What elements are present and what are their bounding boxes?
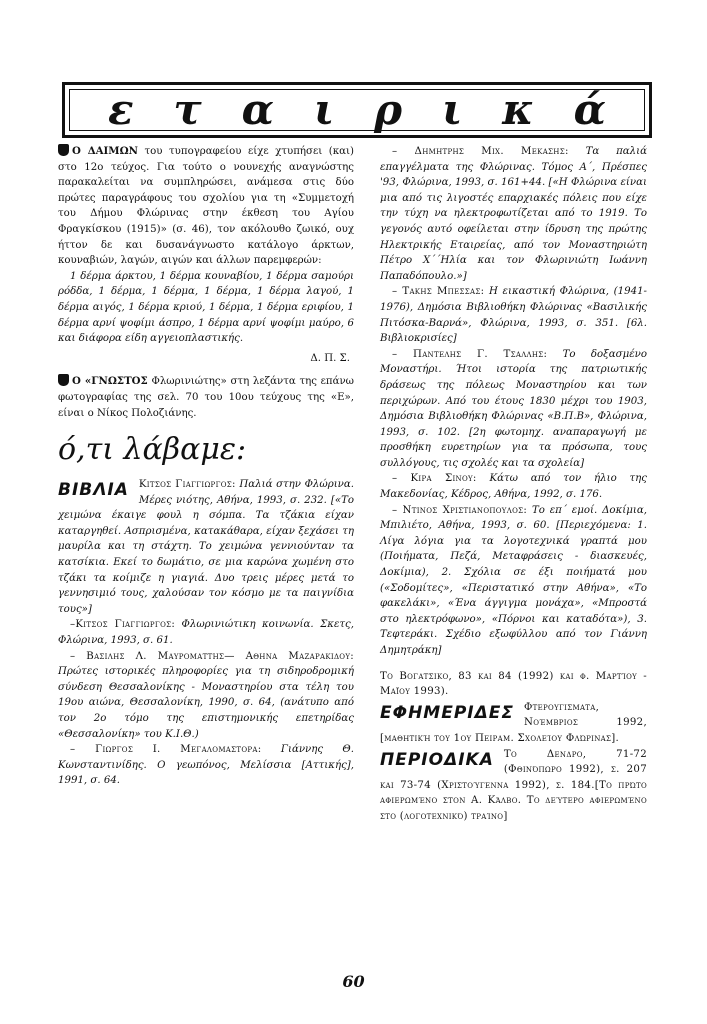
banner-letter: ι: [313, 85, 335, 134]
bullet-mark-icon: [58, 144, 69, 156]
known-text: Φλωρινιώτης» στη λεζάντα της επάνω φωτογραφίας της σελ. 70 του 10ου τεύχους της «Ε», είναι ο Νίκος Πολοζιάνης.: [58, 376, 354, 419]
book-text: Το επ΄ εμοί. Δοκίμια, Μπιλιέτο, Αθήνα, 1993, σ. 60. [Περιεχόμενα: 1. Λίγα λόγια για τα λογοτεχνικά γραπτά μου (Ποιήματα, Πεζά, Μεταφράσεις - διασκευές, Δοκίμια), 2. Σχόλια σε έξι ποιήματά μου («Σοδομίτες», «Περιστατικό στην Αθήνα», «Το φακελάκι», «Ένα άγγιγμα μονάχα», «Μπροστά στο ηλεκτρόφωνο», «Πόρνοι και καταδότα»), 3. Τεφτεράκι. Σχέδιο εξωφύλλου από τον Γιάννη Δημητράκη]: [380, 504, 647, 656]
book-entry: [380, 347, 647, 472]
banner-letter: α: [241, 85, 274, 134]
book-entry: [58, 742, 354, 789]
received-heading: ό,τι λάβαμε:: [58, 432, 247, 468]
banner-letter: ε: [107, 85, 134, 134]
book-text: Πρώτες ιστορικές πληροφορίες για τη σιδηροδρομική σύνδεση Θεσσαλονίκης - Μοναστηρίου στα τέλη του 19ου αιώνα, Θεσσαλονίκη, 1990, σ. 64, (ανάτυπο από τον 2ο τόμο της επιστημονικής επετηρίδας «Θεσσαλονίκη» του Κ.Ι.Θ.): [58, 666, 354, 740]
newspapers-section-label: ΕΦΗΜΕΡΙΔΕΣ: [380, 702, 514, 723]
banner-inner-frame: [69, 85, 645, 134]
book-author: – Ντινος Χριστιανοπουλος:: [392, 504, 528, 516]
erratum-text: του τυπογραφείου είχε χτυπήσει (και) στο 12ο τεύχος. Για τούτο ο νουνεχής αναγνώστης παρακαλείται να συμπληρώσει, ανάμεσα στις δύο πρώτες παραγράφους του σχολίου για τη «Συμμετοχή του Δήμου Φλώρινας στην έκθεση του Αγίου Φραγκίσκου (1915)» (σ. 46), τον ακόλουθο ζωικό, ουχ ήττον δε και δυσανάγνωστο κατάλογο άρκτων, κουναβιών, λαγών, αιγών και άλλων παρεμφερών:: [58, 146, 354, 267]
section-banner: [62, 82, 652, 138]
page-number: 60: [342, 972, 365, 991]
book-entry: [58, 617, 354, 648]
hide-list-paragraph: 1 δέρμα άρκτου, 1 δέρμα κουναβίου, 1 δέρμα σαμούρι ρόδδα, 1 δέρμα, 1 δέρμα, 1 δέρμα, 1 δέρμα λαγού, 1 δέρμα αιγός, 1 δέρμα κριού, 1 δέρμα, 1 δέρμα εριφίου, 1 δέρμα αρνί ψοφίμι άσπρο, 1 δέρμα αρνί ψοφίμι μαύρο, 6 και διάφορα είδη αγγειοπλαστικής.: [58, 270, 354, 345]
known-lead: Ο «ΓΝΩΣΤΟΣ: [72, 375, 148, 388]
book-author: – Βασιλης Λ. Μαυροματτης— Αθηνα Μαζαρακιδου:: [70, 650, 354, 662]
newspaper-entry: Το Βογατσικο, 83 και 84 (1992) και φ. Μαρτίου - Μαΐου 1993).: [380, 670, 647, 698]
book-entry: [380, 284, 647, 346]
book-text: Κάτω από τον ήλιο της Μακεδονίας, Κέδρος, Αθήνα, 1992, σ. 176.: [380, 473, 647, 501]
book-text: Το δοξασμένο Μοναστήρι. Ήτοι ιστορία της πατριωτικής δράσεως της πόλεως Μοναστηρίου και των περιχώρων. Από του έτους 1830 μέχρι του 1903, Δημόσια Βιβλιοθήκη Φλώρινας «Β.Π.Β», Φλώρινα, 1993, σ. 102. [2η φωτομηχ. αναπαραγωγή με προσθήκη ευρετηρίων για τα πρόσωπα, τους συλλόγους, τις σχολές και τα σχολεία]: [380, 348, 647, 469]
book-entry: [58, 477, 354, 617]
book-author: – Τακης Μπεσσας:: [392, 286, 485, 298]
book-author: – Κιρα Σινου:: [392, 473, 477, 485]
erratum-paragraph: [58, 144, 354, 269]
banner-letter: ά: [573, 85, 606, 134]
bullet-mark-icon: [58, 374, 69, 386]
book-text: Γιάννης Θ. Κωνσταντινίδης. Ο γεωπόνος, Μελίσσια [Αττικής], 1991, σ. 64.: [58, 744, 354, 787]
book-author: –Κιτσος Γιαγγιωργος:: [70, 619, 176, 631]
banner-letter: ρ: [374, 85, 403, 134]
book-entry: [58, 649, 354, 743]
book-entry: [380, 144, 647, 284]
book-text: Η εικαστική Φλώρινα, (1941-1976), Δημόσια Βιβλιοθήκη Φλώρινας «Βασιλικής Πιτόσκα-Βαρνά», Φλώρινα, 1993, σ. 351. [6λ. Βιβλιοκρισίες]: [380, 286, 648, 345]
book-text: Τα παλιά επαγγέλματα της Φλώρινας. Τόμος Α΄, Πρέσπες '93, Φλώρινα, 1993, σ. 161+44. [«Η Φλώρινα είναι μια από τις λιγοστές επαρχιακές πόλεις που είχε την τύχη να ηλεκτροφωτίζεται από το 1919. Το γεγονός αυτό οφείλεται στην ίδρυση της πρώτης Ηλεκτρικής Εταιρείας, από τον Μοναστηριώτη Πέτρο Χ΄΄Ηλία και τον Φλωρινιώτη Ιωάννη Παπαδόπουλο.»]: [380, 146, 647, 282]
book-author: – Παντελης Γ. Τσαλλης:: [392, 348, 548, 360]
known-paragraph: [58, 374, 354, 421]
right-column: [380, 144, 647, 825]
periodical-entry: [380, 747, 647, 825]
left-column: [58, 144, 354, 789]
newspaper-text: Φτερουγισματα, Νοέμβριος 1992, [μαθητική του 1ου Πειραμ. Σχολείου Φλώρινας].: [380, 701, 647, 744]
book-entry: [380, 503, 647, 659]
book-author: Κιτσος Γιαγγιωργος:: [138, 479, 236, 491]
banner-letter: τ: [173, 85, 202, 134]
book-author: – Δημητρης Μιχ. Μεκασης:: [392, 146, 569, 157]
signature: Δ. Π. Σ.: [310, 352, 350, 364]
book-text: Φλωρινιώτικη κοινωνία. Σκετς, Φλώρινα, 1993, σ. 61.: [58, 619, 354, 647]
book-entry: [380, 471, 647, 502]
spacer: [380, 659, 647, 669]
erratum-lead: Ο ΔΑΙΜΩΝ: [72, 145, 138, 157]
book-author: – Γιωργος Ι. Μεγαλομαστορα:: [70, 744, 262, 756]
newspaper-entry-with-label: [380, 700, 647, 747]
banner-letter: ι: [441, 85, 463, 134]
banner-letter: κ: [502, 85, 534, 134]
periodicals-section-label: ΠΕΡΙΟΔΙΚΑ: [380, 749, 494, 770]
book-text: Παλιά στην Φλώρινα. Μέρες νιότης, Αθήνα, 1993, σ. 232. [«Το χειμώνα έκαιγε φουλ η σόμπα. Τα τζάκια είχαν καταργηθεί. Ασπρισμένα, κατακάθαρα, είχαν ξεχάσει τη μαυρίλα και τη στάχτη. Το χειμώνα γεννιούνταν τα κατσίκια. Εκεί το δωμάτιο, σε μια καρώνα χωμένη στο τζάκι τα κοίμιζε η γιαγιά. Δυο τρεις μέρες μετά το γεννησιμιό τους, χαλούσαν τον κόσμο με τα παιγνίδια τους»]: [58, 479, 354, 615]
books-section-label: ΒΙΒΛΙΑ: [58, 480, 129, 501]
periodical-text: Το Δενδρο, 71-72 (Φθινόπωρο 1992), σ. 207 και 73-74 (Χριστούγεννα 1992), σ. 184.[Το πρώτο αφιερωμένο στον Α. Κάλβο. Το δεύτερο αφιερωμένο στο (λογοτεχνικό) τραίνο]: [380, 748, 647, 822]
